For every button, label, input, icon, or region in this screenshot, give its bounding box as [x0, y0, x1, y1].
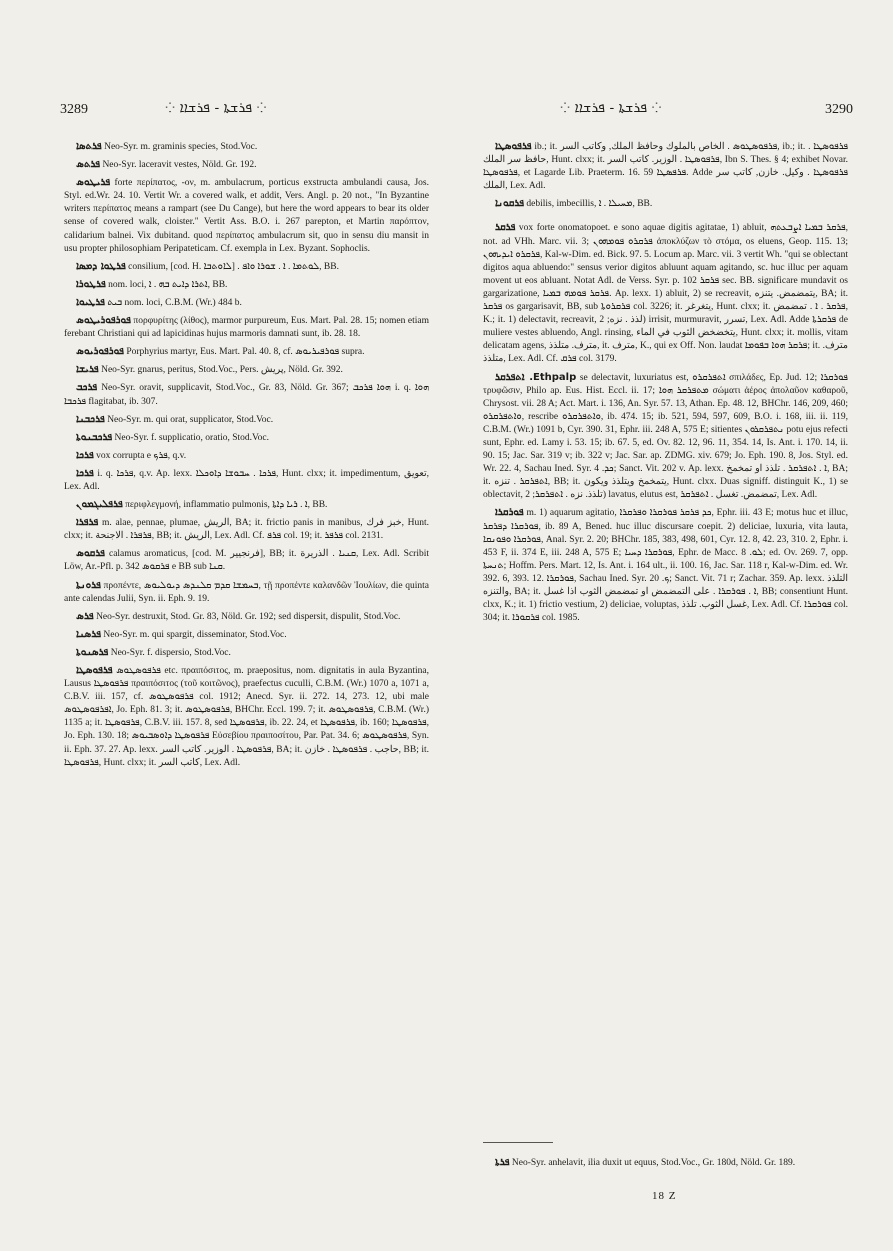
entry-headword: ܦܪܛܝܘܐ [76, 296, 105, 308]
entry-text: προπέντε, ܒܚܡܫܐ ܩܕܡ ܩܠܢܕܣ ܕܝܘܠܝܘܣ, τῇ προπέντε καλανδῶν Ἰουλίων, die quinta ante calendas Julii, Syn. ii. Eph. 9. 19. [64, 580, 429, 604]
entry-text: Neo-Syr. laceravit vestes, Nöld. Gr. 192. [102, 160, 257, 171]
left-running-title: ⁘ ܦܪܫܬܐ - ܦܪܫܐܐ ⁘ [165, 100, 267, 116]
entry-headword: ܦܪܛܘܐ ܕܡܣܐ [76, 260, 126, 272]
entry-headword: ܦܪܦܘܣܛܐ [495, 141, 532, 152]
entry-headword: ܦܪܛܘܪܐ [76, 278, 106, 290]
dictionary-entry [64, 381, 429, 408]
dictionary-entry [483, 371, 848, 503]
entry-headword: Ethpalp. ܐܬܦܪܩܪ [495, 371, 577, 383]
dictionary-entry [64, 140, 429, 154]
entry-text: Neo-Syr. gnarus, peritus, Stod.Voc., Pers. پريش, Nöld. Gr. 392. [101, 365, 343, 376]
entry-text: Neo-Syr. oravit, supplicavit, Stod.Voc., Gr. 83, Nöld. Gr. 367; ܗܘܐ ܦܪܟܒ i. q. ܗܘܐ ܦܪܟܒܐ flagitabat, ib. 307. [64, 383, 429, 407]
footnote-rule [483, 1142, 553, 1143]
entry-text: Neo-Syr. f. dispersio, Stod.Voc. [110, 647, 231, 658]
entry-text: Neo-Syr. m. qui orat, supplicator, Stod.Voc. [107, 414, 274, 425]
entry-text: Neo-Syr. anhelavit, ilia duxit ut equus, Stod.Voc., Gr. 180d, Nöld. Gr. 189. [511, 1157, 796, 1168]
entry-text: se delectavit, luxuriatus est, ܐܬܦܪܩܪܘ σπιλάδες, Ep. Jud. 12; ܦܘܪܩܪܐ τρυφῶσιν, Philo ap. Eus. Hist. Eccl. ii. 17; ܡܬܦܪܩܪ ܗܘܐ σώματι ἀέρος ἀπολαῦον καθαροῦ, Chrysost. vii. 28 A; Act. Mart. i. 136, An. Syr. 57. 13, Athan. Ep. 48. 12, BHChr. 146, 209, 460; ܘܐܬܦܪܩܪܘ, rescribe ܘܐܬܦܪܩܪܘ, ib. 474. 15; ib. 521, 594, 597, 609, B.O. i. 168, iii. ii. 119, C.B.M. (Wr.) 1091 b, Cyr. 390. 31, Ephr. iii. 248 A, 575 E; sitientes ܢܬܦܪܩܪܘܢ potu ejus refecti sunt, Ephr. ed. Lamy i. 53. 15; ib. 67. 5, ed. Ov. 82. 12, 96. 11, 354. 14, Is. Ant. i. 170. 14, ii. 90. 15; Jac. Sar. 319 v; ib. 322 v; Jac. Sar. ap. ZDMG. xiv. 679; Jo. Eph. 190. 8, Jos. Styl. ed. Wr. 22. 4, Sachau Ined. Syr. ܟܕ. 4; Sanct. Vit. 202 v. Ap. lexx. ܐ . ܐܬܦܪܩܪ . تلذذ او تمخمخ, BA; it. ܐܬܦܪܩܪ . تنزه, BB; it. يتمخمخ ويتلذذ ويكون, Hunt. clxx. Duas signiff. distinguit K., 1) se oblectavit, تلذذ. نزه . ܐܬܦܪܩܪ; 2) lavatus, elutus est, تمضمض. تغسل . ܐܬܦܪܩܪ, Lex. Adl. [483, 372, 848, 501]
dictionary-entry [64, 431, 429, 445]
dictionary-entry [483, 221, 848, 366]
entry-text: forte περίπατος, -ον, m. ambulacrum, porticus exstructa ambulandi causa, Jos. Styl. ed.Wr. 24. 10. Vertit Wr. a covered walk, et addit, Vers. Angl. p. 20 not., "In Byzantine writers περίπατος means a rampart (see Du Cange), but here the word appears to bear its older sense of covered walk, cloister." Vertit Ass. B.O. i. 267 parepton, et Martin παρόπτον, calidarium balnei. Vix dubitand. quod περίπατος ambulacrum sit, quo in sensu diu mansit in usu propter philosophiam Peripateticam. Cf. exempla in Lex. Byzant. Sophoclis. [64, 178, 429, 254]
entry-headword: ܦܪܬܣ [76, 159, 101, 171]
entry-headword: ܦܘܪܦܘܪܝܘܣ [76, 346, 124, 358]
entry-text: ܦܪܦܘܣܛܘܣ etc. πραιπόσιτος, m. praepositus, nom. dignitatis in aula Byzantina, Lausus ܦܪܦܘܣܛܐ πραιπόσιτος (τοῦ κοιτῶνος), praefectus cuculli, C.B.M. (Wr.) 1070 a, 1071 a, C.B.V. iii. 157, cf. ܦܪܦܘܣܛܘܣ col. 1912; Anecd. Syr. ii. 272. 14, 273. 12, ubi male ܐܦܪܦܘܣܛܘܣ, Jo. Eph. 81. 3; it. ܦܪܦܘܣܛܘܣ, BHChr. Eccl. 199. 7; it. ܦܪܦܘܣܛܘܣ, C.B.M. (Wr.) 1135 a; it. ܦܪܦܘܣܛܐ, C.B.V. iii. 157. 8, sed ܦܪܦܘܣܛܐ, ib. 22. 24, et ܦܪܦܘܣܛܐ, ib. 160; ܦܪܦܘܣܛܐ, Jo. Eph. 130. 18; ܦܪܦܘܣܛܐ ܕܐܘܣܒܝܘܣ Εὐσεβίου πραιποσίτου, Par. Pat. 34. 6; ܦܪܦܘܣܛܘܣ, Syn. ii. Eph. 37. 27. Ap. lexx. ܦܪܦܘܣܛܐ . الوزير. كاتب السر, BA; it. حاجب . ܦܪܦܘܣܛܐ . خازن, BB; it. ܦܪܦܘܣܛܐ, Hunt. clxx; it. كاتب السر, Lex. Adl. [64, 666, 429, 768]
entry-text: περιφλεγμονή, inflammatio pulmonis, ܐ . ܪܝܐ ܕܐܬܐ, BB. [125, 500, 328, 511]
entry-headword: ܦܪܩܘܣ [76, 548, 105, 560]
dictionary-entry [64, 516, 429, 543]
footnote-entry [483, 1156, 848, 1170]
entry-headword: ܦܪܘܢܬܐ [76, 579, 101, 591]
dictionary-entry [64, 547, 429, 574]
entry-headword: ܦܪܬܐ [495, 1156, 510, 1168]
dictionary-entry [64, 467, 429, 494]
entry-headword: ܦܪܦܪܐ [76, 517, 99, 529]
dictionary-entry [483, 140, 848, 193]
entry-headword: ܦܪܟܒܢܘܬܐ [76, 431, 113, 443]
entry-headword: ܦܪܟܒܢܐ [76, 413, 105, 425]
entry-headword: ܦܪܟܐ [76, 449, 94, 461]
entry-text: vox forte onomatopoet. e sono aquae digitis agitatae, 1) abluit, ܦܪܩܪ ܒܡܝܐ ܐܨܒܥܬܗ, not. ad VHh. Marc. vii. 3; ܦܪܩܪܘ ܦܘܡܗܘܢ ἀποκλύζων τὸ στόμα, os eluens, Geop. 115. 13; ܦܪܩܪܘ ܐܝܕܝܗܘܢ, Kal-w-Dim. ed. Bick. 97. 5. Locum ap. Marc. vii. 3 vertit Wh. "qui se oblectant digitos aqua abluendo:" sensus verior digitos abluunt aquam agitando, sc. huc illuc per aquam movent ut eos abluant. Notat Adl. de Verss. Syr. p. 102 ܦܪܩܪ sec. BB. significare mundavit os gargarizatione, ܦܪܩܪ ܦܘܡܗ ܒܡܝܐ. Ap. lexx. 1) abluit, 2) se recreavit, يتمضمض. يتنزه, BA; it. ܦܪܩܪ os gargarisavit, BB, sub ܦܪܩܪܘܬܐ col. 3226; it. يتغرغر, Hunt. clxx; it. ܦܪܩܪ . ܐ . تمضمض, K.; it. 1) delectavit, recreavit, لذذ . نزه; 2) irrisit, murmuravit, تسرر, Lex. Adl. Adde ܦܪܩܪܬܐ de muliere vestes abluendo, Angl. rinsing, يتخضخض الثوب في الماء, Hunt. clxx; it. mollis, vitam delicatam agens, مترف. متلذذ, it. مترف, K., qui ex Off. Non. laudat ܦܪܩܪ ܗܘܐ ܒܦܘܡܐ; it. مترف. متلذذ, Lex. Adl. Cf. ܦܪܩ col. 3179. [483, 223, 848, 365]
entry-headword: ܦܪܝܫܐ [76, 364, 99, 376]
dictionary-entry [64, 363, 429, 377]
entry-text: debilis, imbecillis, ܡܚܝܠܐ . ܐ, BB. [526, 199, 653, 210]
dictionary-entry [64, 579, 429, 606]
dictionary-entry [64, 314, 429, 341]
entry-text: Neo-Syr. f. supplicatio, oratio, Stod.Voc. [114, 432, 269, 443]
dictionary-entry [483, 506, 848, 625]
dictionary-entry [64, 345, 429, 359]
left-page-number: 3289 [60, 102, 88, 117]
entry-text: consilium, [cod. H. ܠܐܘܬܒܐ] . ܠܘܬܡܐ . ܐ . ܫܘܪܐ ܘܐܦ, BB. [128, 261, 339, 272]
entry-headword: ܦܘܪܩܪܐ [495, 507, 524, 519]
entry-headword: ܦܪܝܛܘܣ [76, 177, 111, 189]
right-column [483, 140, 848, 1180]
dictionary-entry [64, 628, 429, 642]
entry-headword: ܦܘܪܦܘܪܝܛܘܣ [76, 315, 131, 327]
dictionary-entry [64, 498, 429, 512]
dictionary-entry [64, 176, 429, 256]
entry-text: nom. loci, ܐܬܪܐ ܕܐܝܬ ܒܗ . ܐ, BB. [108, 279, 228, 290]
entry-headword: ܦܪܦܠܝܓܡܘܢ [76, 499, 123, 511]
entry-text: Neo-Syr. destruxit, Stod. Gr. 83, Nöld. Gr. 192; sed dispersit, dispulit, Stod.Voc. [96, 611, 401, 622]
entry-text: i. q. ܦܪܟܐ, q.v. Ap. lexx. ܦܪܟܐ . ܚܒܘܫܐ ܕܐܘܟܠܐ, Hunt. clxx; it. impedimentum, تعويق, Lex. Adl. [64, 468, 429, 492]
dictionary-entry [64, 449, 429, 463]
entry-text: ܒܝܬ nom. loci, C.B.M. (Wr.) 484 b. [107, 297, 242, 308]
right-running-title: ⁘ ܦܪܫܬܐ - ܦܪܫܐܐ ⁘ [560, 100, 662, 116]
entry-headword: ܦܪܟܐ [76, 467, 94, 479]
entry-headword: ܦܪܟܒ [76, 382, 98, 394]
dictionary-entry [64, 664, 429, 770]
dictionary-entry [64, 260, 429, 274]
signature-mark: 18 Z [652, 1190, 677, 1202]
entry-headword: ܦܪܦܘܣܛܐ [76, 665, 113, 676]
right-page-number: 3290 [825, 102, 853, 117]
dictionary-entry [64, 610, 429, 624]
entry-headword: ܦܪܣܢܘܬܐ [76, 646, 109, 658]
entry-text: m. 1) aquarum agitatio, ܟܕ ܦܪܩܪ ܦܘܪܩܪܐ ܘܦܪܩܪܐ, Ephr. iii. 43 E; motus huc et illuc, ܦܘܪܩܪܐ ܕܦܪܩܪ, ib. 89 A, Bened. huc illuc discursare coepit. 2) deliciae, luxuria, vita lauta, ܦܘܪܩܪܐ ܘܦܘܢܩܐ, Anal. Syr. 2. 20; BHChr. 185, 383, 498, 601, Cyr. 12. 8, 42. 23, 310. 2, Ephr. i. 453 F, ii. 374 E, iii. 248 A, 575 E; ܦܘܪܩܪܐ ܕܚܝܐ, Ephr. de Macc. ܠܘ. 8; ed. Ov. 269. 7, opp. ܬܢܚܬܐ; Hoffm. Pers. Mart. 12, Is. Ant. i. 164 ult., ii. 100. 16, Jac. Sar. 118 r, Kal-w-Dim. ed. Wr. 392. 6, 393. 12. ܦܘܪܩܪܐ, Sachau Ined. Syr. ܟ. 20; Sanct. Vit. 71 r; Zachar. 359. Ap. lexx. التلذذ والتنزه, BA; it. ܐ . ܦܘܪܩܪܐ . على التمضمض او تمضمض الثوب اذا غسل, BB; consentiunt Hunt. clxx, K.; it. 1) frictio vestium, 2) deliciae, voluptas, غسل الثوب. تلذذ, Lex. Adl. Cf. ܦܘܪܩܪܐ col. 304; it. ܦܪܩܘܪܐ col. 1985. [483, 508, 848, 624]
entry-headword: ܦܪܩܘܢܐ [495, 198, 525, 210]
entry-text: Porphyrius martyr, Eus. Mart. Pal. 40. 8, cf. ܦܘܪܦܝܪܝܘܣ supra. [126, 347, 365, 358]
dictionary-entry [64, 413, 429, 427]
entry-text: ib.; it. ܦܪܦܘܣܛܘܣ . الخاص بالملوك وحافظ الملك, وكاتب السر, ib.; it. ܦܪܦܘܣܛܐ . حافظ سر الملك, Hunt. clxx; it. ܦܪܦܘܣܛܐ . الوزير. كاتب السر, Ibn S. Thes. § 4; exhibet Novar. ܦܪܦܘܣܛܐ, et Lagarde Lib. Praeterm. 16. 59 ܦܪܦܣܛܐ. Adde ܦܪܦܘܣܛܐ . وكيل. خازن, كاتب سر الملك, Lex. Adl. [483, 142, 848, 192]
entry-headword: ܦܪܬܣܐ [76, 141, 102, 152]
dictionary-entry [64, 158, 429, 172]
dictionary-entry [64, 278, 429, 292]
entry-text: vox corrupta e ܦܪܟ, q.v. [96, 450, 187, 461]
entry-headword: ܦܪܩܪ [495, 222, 516, 234]
entry-headword: ܦܪܣܢܐ [76, 628, 101, 640]
page-header [60, 100, 853, 124]
entry-text: calamus aromaticus, [cod. M. فرنجيير], BB; it. ܩܢܝܐ . الذريرة, Lex. Adl. Scribit Löw, Ar.-Pfl. p. 342 ܦܪܩܘܣ e BB sub ܩܢܐ. [64, 549, 429, 573]
dictionary-entry [64, 646, 429, 660]
entry-text: Neo-Syr. m. graminis species, Stod.Voc. [104, 142, 258, 152]
left-column [64, 140, 429, 1180]
entry-headword: ܦܪܣ [76, 610, 94, 622]
entry-text: Neo-Syr. m. qui spargit, disseminator, Stod.Voc. [103, 629, 287, 640]
dictionary-entry [64, 296, 429, 310]
entry-text: m. alae, pennae, plumae, الريش, BA; it. frictio panis in manibus, خبز فرك, Hunt. clxx; it. ܦܪܦܪܐ . الاجنحة, BB; it. الريش, Lex. Adl. Cf. ܦܪܦ col. 19; it. ܦܪܦܪ col. 2131. [64, 518, 429, 542]
dictionary-entry [483, 197, 848, 211]
entry-text: πορφυρίτης (λίθος), marmor purpureum, Eus. Mart. Pal. 28. 15; nomen etiam ferebant Christiani qui ad lapicidinas hujus marmoris damnati sunt, ib. 28. 18. [64, 316, 429, 340]
